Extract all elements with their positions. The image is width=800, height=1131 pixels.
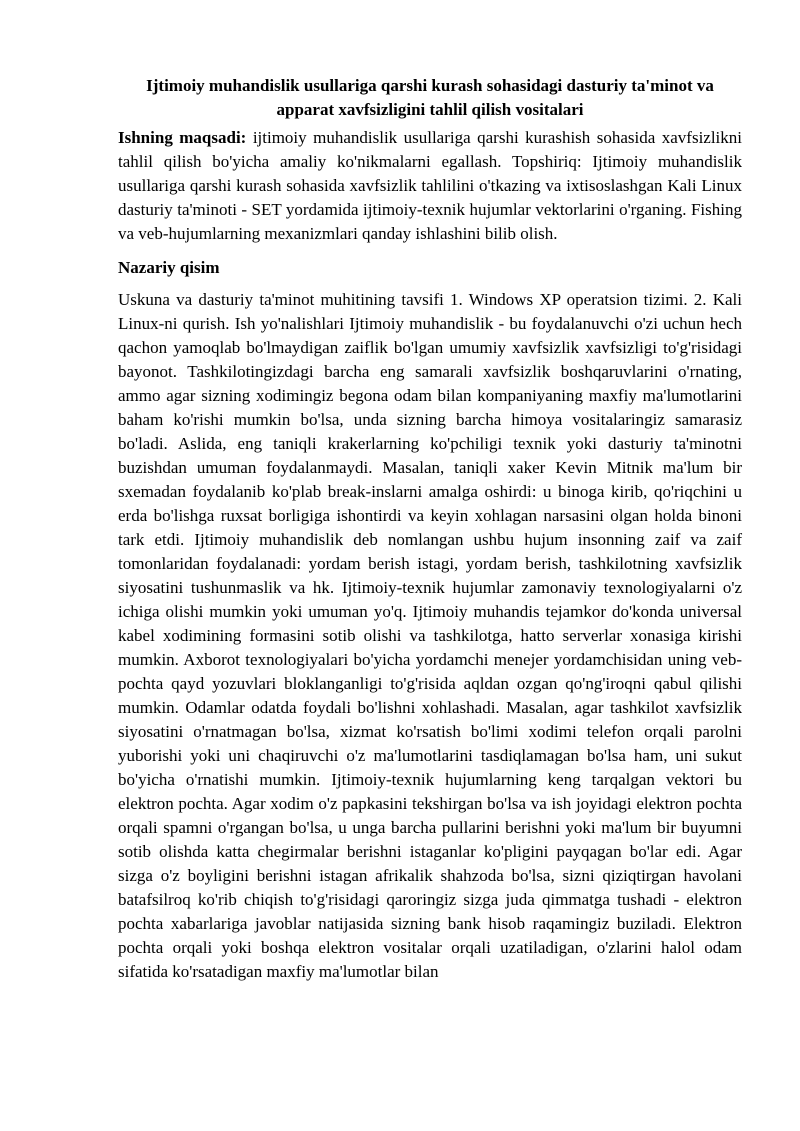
purpose-paragraph [118, 126, 742, 246]
section-heading: Nazariy qisim [118, 258, 220, 277]
purpose-label: Ishning maqsadi: [118, 128, 247, 147]
document-page [118, 74, 742, 984]
purpose-text: ijtimoiy muhandislik usullariga qarshi kurashish sohasida xavfsizlikni tahlil qilish bo'yicha amaliy ko'nikmalarni egallash. Topshiriq: Ijtimoiy muhandislik usullariga qarshi kurash sohasida xavfsizlik tahlilini o'tkazing va ixtisoslashgan Kali Linux dasturiy ta'minoti - SET yordamida ijtimoiy-texnik hujumlar vektorlarini o'rganing. Fishing va veb-hujumlarning mexanizmlari qanday ishlashini bilib olish. [118, 128, 743, 243]
body-paragraph: Uskuna va dasturiy ta'minot muhitining tavsifi 1. Windows XP operatsion tizimi. 2. Kali Linux-ni qurish. Ish yo'nalishlari Ijtimoiy muhandislik - bu foydalanuvchi o'zi uchun hech qachon yamoqlab bo'lmaydigan zaiflik bo'lgan umumiy xavfsizlik xavfsizligi to'g'risidagi bayonot. Tashkilotingizdagi barcha eng samarali xavfsizlik boshqaruvlarini o'rnating, ammo agar sizning xodimingiz begona odam bilan kompaniyaning maxfiy ma'lumotlarini baham ko'rishi mumkin bo'lsa, unda sizning barcha himoya vositalaringiz samarasiz bo'ladi. Aslida, eng taniqli krakerlarning ko'pchiligi texnik yoki dasturiy ta'minotni buzishdan umuman foydalanmaydi. Masalan, taniqli xaker Kevin Mitnik ma'lum bir sxemadan foydalanib ko'plab break-inslarni amalga oshirdi: u binoga kirib, qo'riqchini u erda bo'lishga ruxsat borligiga ishontirdi va keyin xohlagan narsasini olgan holda binoni tark etdi. Ijtimoiy muhandislik deb nomlangan ushbu hujum insonning zaif va zaif tomonlaridan foydalanadi: yordam berish istagi, yordam berish, tashkilotning xavfsizlik siyosatini tushunmaslik va hk. Ijtimoiy-texnik hujumlar zamonaviy texnologiyalarni o'z ichiga olishi mumkin yoki umuman yo'q. Ijtimoiy muhandis tejamkor do'konda universal kabel xodimining formasini sotib olishi va tashkilotga, hatto serverlar xonasiga kirishi mumkin. Axborot texnologiyalari bo'yicha yordamchi menejer yordamchisidan uning veb-pochta qayd yozuvlari bloklanganligi to'g'risida aqldan ozgan qo'ng'iroqni qabul qilishi mumkin. Odamlar odatda foydali bo'lishni xohlashadi. Masalan, agar tashkilot xavfsizlik siyosatini o'rnatmagan bo'lsa, xizmat ko'rsatish bo'limi xodimi telefon orqali parolni yuborishi yoki uni chaqiruvchi o'z ma'lumotlarini tasdiqlamagan bo'lsa ham, uni sukut bo'yicha o'rnatishi mumkin. Ijtimoiy-texnik hujumlarning keng tarqalgan vektori bu elektron pochta. Agar xodim o'z papkasini tekshirgan bo'lsa va ish joyidagi elektron pochta orqali spamni o'rgangan bo'lsa, u unga barcha pullarini berishni yoki ma'lum bir buyumni sotib olishda katta chegirmalar berishni istaganlar ko'pligini payqagan bo'lar edi. Agar sizga o'z boyligini berishni istagan afrikalik shahzoda bo'lsa, sizni qiziqtirgan havolani batafsilroq ko'rib chiqish to'g'risidagi qaroringiz sizga juda qimmatga tushadi - elektron pochta xabarlariga javoblar natijasida sizning bank hisob raqamingiz buziladi. Elektron pochta orqali yoki boshqa elektron vositalar orqali uzatiladigan, o'zlarini halol odam sifatida ko'rsatadigan maxfiy ma'lumotlar bilan [118, 290, 742, 981]
document-title: Ijtimoiy muhandislik usullariga qarshi kurash sohasidagi dasturiy ta'minot va apparat xavfsizligini tahlil qilish vositalari [146, 76, 714, 119]
